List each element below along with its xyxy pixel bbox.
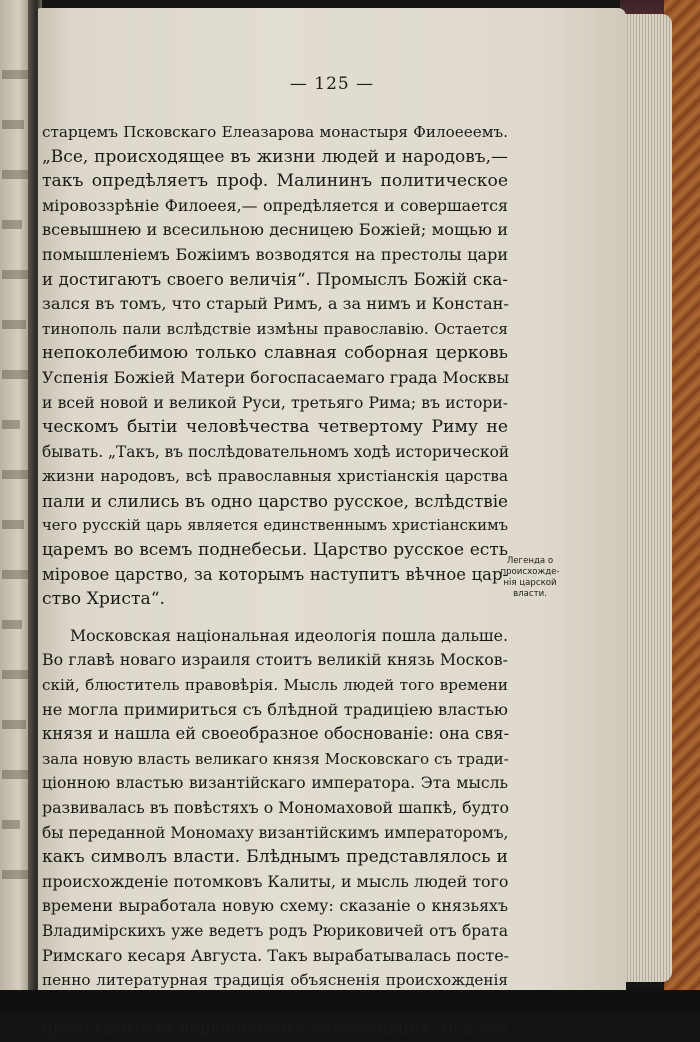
text-line: тинополь пали вслѣдствіе измѣны православію. Остается [42,319,508,338]
text-line: помышленіемъ Божіимъ возводятся на престолы цари [42,244,508,264]
text-line: старцемъ Псковскаго Елеазарова монастыря Филоееемъ. [42,123,508,141]
text-line: зала новую власть великаго князя Московскаго съ тради- [42,749,509,768]
margin-note [494,556,566,600]
text-line: и достигаютъ своего величія“. Промыслъ Божій ска- [42,269,508,289]
text-line: Владимірскихъ уже ведетъ родъ Рюриковичей отъ брата [42,922,508,940]
text-line: міровоззрѣніе Филоеея,— опредѣляется и совершается [42,195,508,215]
text-line: какъ символъ власти. Блѣднымъ представлялось и [42,847,508,868]
text-line: и всей новой и великой Руси, третьяго Рима; въ истори- [42,393,508,412]
book-page [38,8,626,1039]
text-line: царемъ во всемъ поднебесьи. Царство русское есть [42,540,508,561]
text-line: развивалась въ повѣстяхъ о Мономаховой шапкѣ, будто [42,798,509,818]
text-line: времени выработала новую схему: сказаніе о князьяхъ [42,896,508,916]
text-line: ческомъ бытіи человѣчества четвертому Риму не [42,417,508,438]
text-line: непоколебимою только славная соборная церковь [42,343,508,364]
text-line: скій, блюститель правовѣрія. Мысль людей того времени [42,676,508,695]
text-line: ціонною властью византійскаго императора. Эта мысль [42,774,508,793]
margin-note-line: происхожде- [500,567,560,577]
text-line: Московская національная идеологія пошла дальше. [70,625,508,645]
margin-note-line: Легенда о [506,556,554,566]
text-line: представителя національнаго самосознанія. Вся эта [42,1019,508,1039]
text-line: зался въ томъ, что старый Римъ, а за нимъ и Констан- [42,294,509,314]
text-line: жизни народовъ, всѣ православныя христіанскія царства [42,467,508,486]
text-line: бывать. „Такъ, въ послѣдовательномъ ходѣ исторической [42,442,510,461]
text-line: Римскаго кесаря Августа. Такъ вырабатывалась посте- [42,945,510,965]
page-edges [622,14,672,982]
table-shadow [0,990,700,1014]
text-line: не могла примириться съ блѣдной традиціею властью [42,699,508,719]
text-line: князя и нашла ей своеобразное обоснованіе: она свя- [42,724,510,744]
text-line: происхожденіе потомковъ Калиты, и мысль людей того [42,871,509,891]
margin-note-line: власти. [513,589,547,599]
text-line: пали и слились въ одно царство русское, вслѣдствіе [42,490,508,511]
text-line: ство Христа“. [42,589,165,610]
text-line: міровое царство, за которымъ наступитъ вѣчное цар- [42,564,508,584]
text-line: „Все, происходящее въ жизни людей и народовъ,— [42,146,508,167]
text-line: такъ опредѣляетъ проф. Малининъ политическое [42,171,508,192]
page-number: — 125 — [289,74,375,94]
text-line: всевышнею и всесильною десницею Божіей; мощью и [42,220,508,240]
paragraph-2 [42,624,512,1042]
text-line: бы переданной Мономаху византійскимъ императоромъ, [42,823,509,842]
page-body-text [42,120,512,1042]
margin-note-line: нія царской [503,578,557,588]
text-line: чего русскій царь является единственнымъ христіанскимъ [42,516,508,534]
text-line: пенно литературная традиція объясненія происхожденія [42,971,508,990]
text-line: Во главѣ новаго израиля стоитъ великій князь Москов- [42,650,508,670]
text-line: Успенія Божіей Матери богоспасаемаго града Москвы [42,367,510,387]
paragraph-1 [42,120,512,612]
